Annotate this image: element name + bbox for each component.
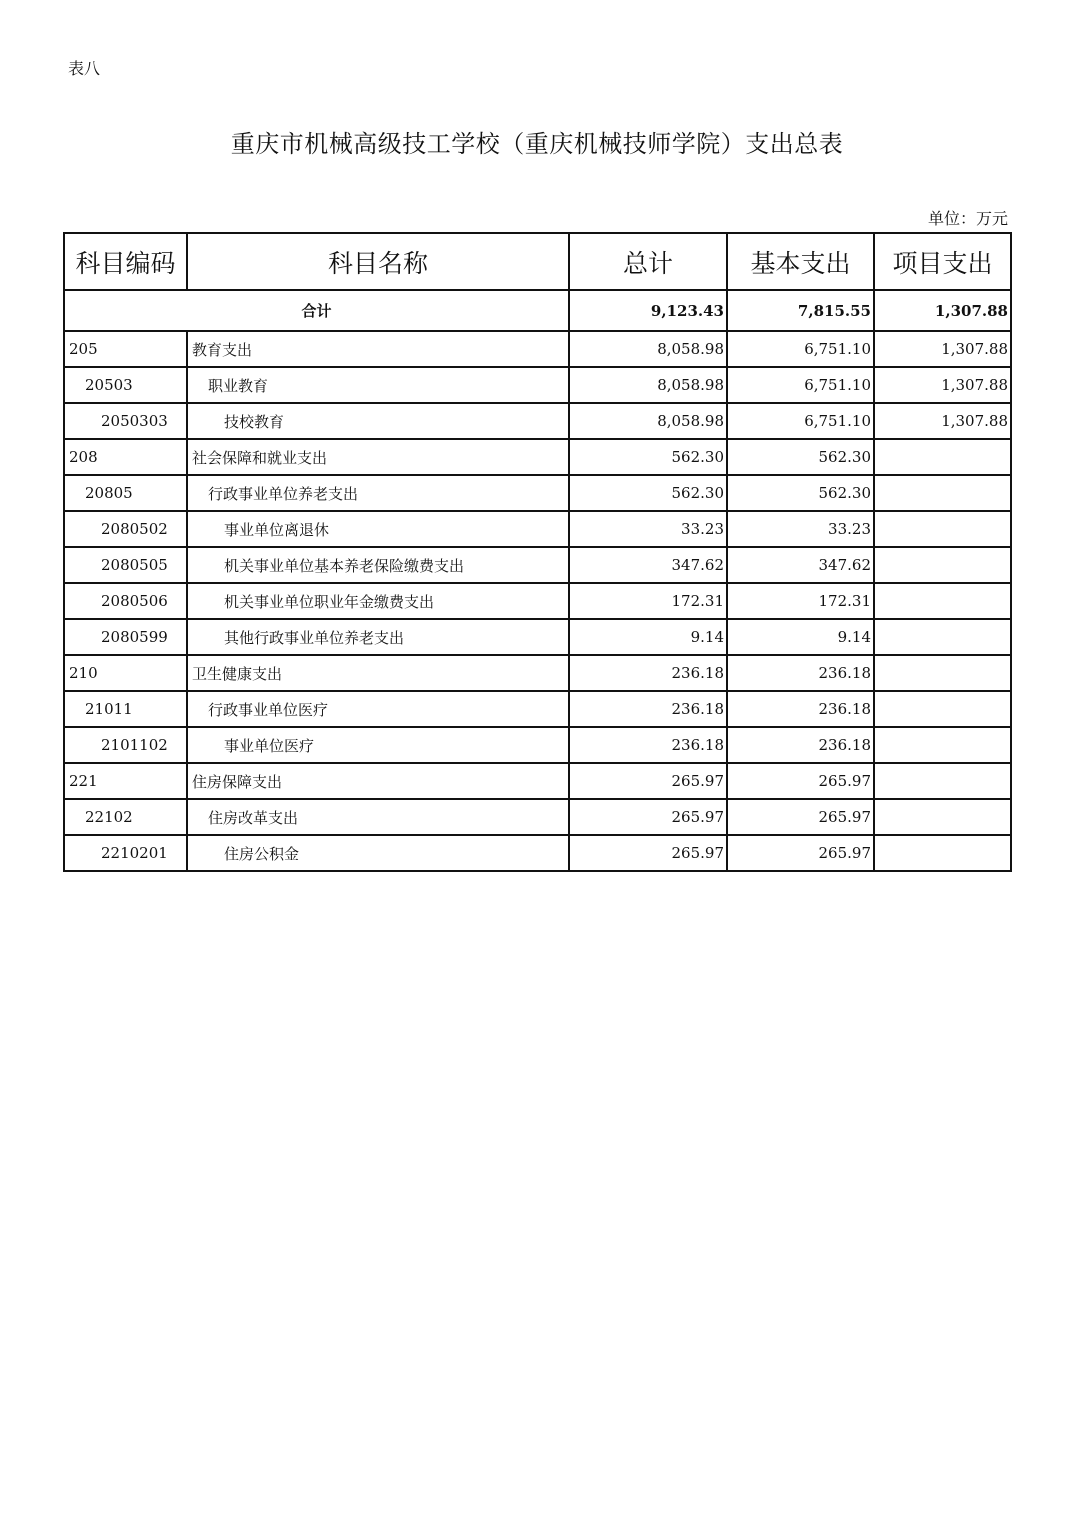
unit-label: 单位：万元 <box>927 209 1008 228</box>
cell-project <box>874 619 1011 655</box>
table-row <box>64 583 1011 619</box>
cell-project <box>874 439 1011 475</box>
cell-name: 教育支出 <box>187 331 569 367</box>
cell-project <box>874 655 1011 691</box>
cell-code: 20503 <box>64 367 187 403</box>
table-row <box>64 475 1011 511</box>
header-basic: 基本支出 <box>727 233 874 290</box>
table-row <box>64 835 1011 871</box>
cell-project: 1,307.88 <box>874 367 1011 403</box>
table-row <box>64 367 1011 403</box>
cell-project <box>874 511 1011 547</box>
cell-name: 事业单位医疗 <box>187 727 569 763</box>
cell-basic: 9.14 <box>727 619 874 655</box>
cell-project <box>874 475 1011 511</box>
cell-project: 1,307.88 <box>874 403 1011 439</box>
cell-code: 2080505 <box>64 547 187 583</box>
cell-basic: 6,751.10 <box>727 331 874 367</box>
cell-code: 208 <box>64 439 187 475</box>
cell-code: 2101102 <box>64 727 187 763</box>
cell-name: 机关事业单位职业年金缴费支出 <box>187 583 569 619</box>
cell-basic: 265.97 <box>727 763 874 799</box>
cell-basic: 265.97 <box>727 799 874 835</box>
cell-code: 2210201 <box>64 835 187 871</box>
cell-project <box>874 835 1011 871</box>
table-row <box>64 799 1011 835</box>
cell-project <box>874 691 1011 727</box>
table-row <box>64 619 1011 655</box>
cell-basic: 562.30 <box>727 439 874 475</box>
cell-total: 265.97 <box>569 799 727 835</box>
cell-total: 236.18 <box>569 655 727 691</box>
table-row <box>64 763 1011 799</box>
cell-name: 其他行政事业单位养老支出 <box>187 619 569 655</box>
expenditure-table <box>63 232 1012 872</box>
table-tag: 表八 <box>68 59 101 78</box>
cell-total: 33.23 <box>569 511 727 547</box>
header-total: 总计 <box>569 233 727 290</box>
cell-basic: 236.18 <box>727 727 874 763</box>
cell-total: 8,058.98 <box>569 403 727 439</box>
cell-name: 行政事业单位医疗 <box>187 691 569 727</box>
cell-basic: 172.31 <box>727 583 874 619</box>
cell-total: 347.62 <box>569 547 727 583</box>
cell-name: 行政事业单位养老支出 <box>187 475 569 511</box>
total-total: 9,123.43 <box>569 290 727 331</box>
table-row <box>64 439 1011 475</box>
cell-code: 2080506 <box>64 583 187 619</box>
cell-code: 221 <box>64 763 187 799</box>
cell-project <box>874 727 1011 763</box>
total-project: 1,307.88 <box>874 290 1011 331</box>
cell-name: 事业单位离退休 <box>187 511 569 547</box>
cell-total: 265.97 <box>569 835 727 871</box>
total-label: 合计 <box>64 290 569 331</box>
cell-basic: 265.97 <box>727 835 874 871</box>
header-name: 科目名称 <box>187 233 569 290</box>
cell-name: 卫生健康支出 <box>187 655 569 691</box>
cell-basic: 33.23 <box>727 511 874 547</box>
table-row <box>64 331 1011 367</box>
cell-total: 172.31 <box>569 583 727 619</box>
cell-name: 住房公积金 <box>187 835 569 871</box>
cell-basic: 6,751.10 <box>727 403 874 439</box>
header-code: 科目编码 <box>64 233 187 290</box>
cell-name: 社会保障和就业支出 <box>187 439 569 475</box>
cell-total: 265.97 <box>569 763 727 799</box>
header-row <box>64 233 1011 290</box>
cell-code: 2050303 <box>64 403 187 439</box>
cell-name: 职业教育 <box>187 367 569 403</box>
cell-total: 236.18 <box>569 691 727 727</box>
table-row <box>64 547 1011 583</box>
table-row <box>64 727 1011 763</box>
table-row <box>64 403 1011 439</box>
cell-code: 2080502 <box>64 511 187 547</box>
cell-code: 20805 <box>64 475 187 511</box>
cell-project <box>874 547 1011 583</box>
cell-basic: 347.62 <box>727 547 874 583</box>
cell-code: 205 <box>64 331 187 367</box>
table-row <box>64 511 1011 547</box>
cell-name: 住房改革支出 <box>187 799 569 835</box>
cell-basic: 6,751.10 <box>727 367 874 403</box>
cell-total: 8,058.98 <box>569 367 727 403</box>
table-row <box>64 691 1011 727</box>
cell-code: 2080599 <box>64 619 187 655</box>
cell-name: 机关事业单位基本养老保险缴费支出 <box>187 547 569 583</box>
cell-total: 8,058.98 <box>569 331 727 367</box>
cell-name: 技校教育 <box>187 403 569 439</box>
cell-project <box>874 763 1011 799</box>
cell-code: 210 <box>64 655 187 691</box>
total-row <box>64 290 1011 331</box>
table-row <box>64 655 1011 691</box>
cell-total: 236.18 <box>569 727 727 763</box>
cell-total: 562.30 <box>569 475 727 511</box>
cell-code: 21011 <box>64 691 187 727</box>
cell-basic: 236.18 <box>727 691 874 727</box>
cell-project <box>874 799 1011 835</box>
total-basic: 7,815.55 <box>727 290 874 331</box>
cell-code: 22102 <box>64 799 187 835</box>
page-title: 重庆市机械高级技工学校（重庆机械技师学院）支出总表 <box>230 130 844 158</box>
header-project: 项目支出 <box>874 233 1011 290</box>
cell-basic: 562.30 <box>727 475 874 511</box>
cell-project <box>874 583 1011 619</box>
cell-total: 562.30 <box>569 439 727 475</box>
cell-total: 9.14 <box>569 619 727 655</box>
cell-project: 1,307.88 <box>874 331 1011 367</box>
cell-name: 住房保障支出 <box>187 763 569 799</box>
cell-basic: 236.18 <box>727 655 874 691</box>
